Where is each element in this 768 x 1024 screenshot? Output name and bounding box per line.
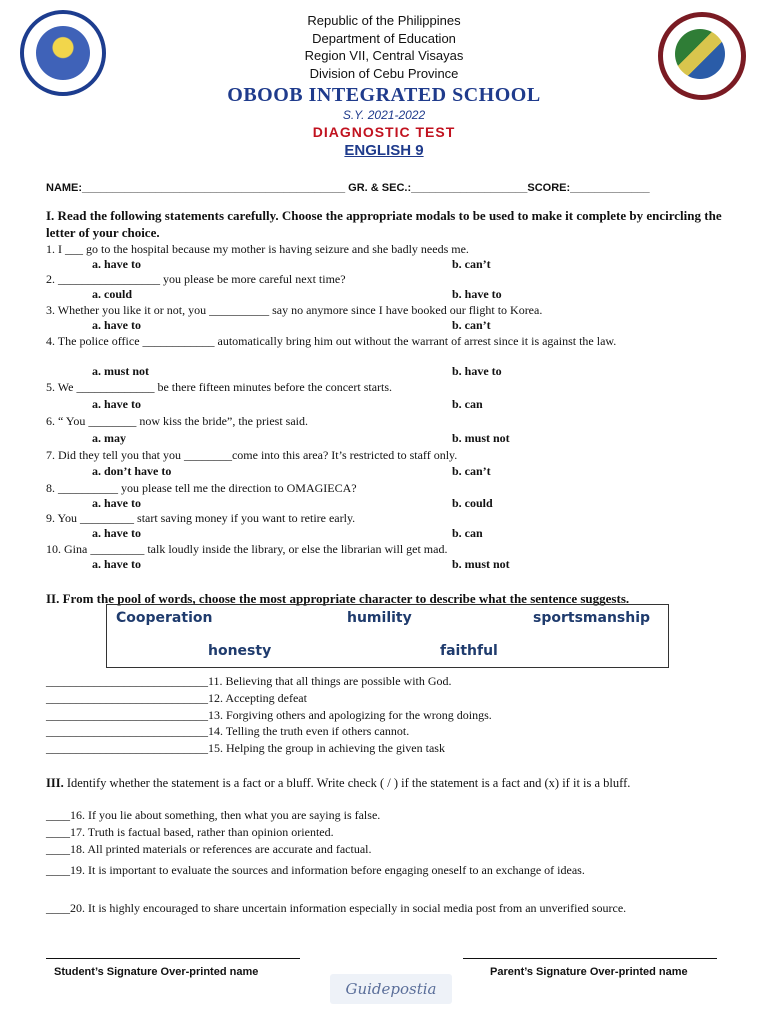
choice-4a[interactable]: a. must not xyxy=(92,364,150,378)
item-18: ____18. All printed materials or references are accurate and factual. xyxy=(46,842,372,856)
choice-1a[interactable]: a. have to xyxy=(92,257,141,271)
header-line: Republic of the Philippines xyxy=(307,13,461,28)
item-16: ____16. If you lie about something, then what you are saying is false. xyxy=(46,808,381,822)
item-14: ___________________________14. Telling the truth even if others cannot. xyxy=(46,724,410,738)
question-5: 5. We _____________ be there fifteen minutes before the concert starts. xyxy=(46,380,393,394)
question-1: 1. I ___ go to the hospital because my mother is having seizure and she badly needs me. xyxy=(46,242,469,256)
school-name: OBOOB INTEGRATED SCHOOL xyxy=(227,84,541,106)
student-signature-line xyxy=(46,958,300,959)
question-6: 6. “ You ________ now kiss the bride”, the priest said. xyxy=(46,414,308,428)
test-title: DIAGNOSTIC TEST xyxy=(312,124,456,140)
item-11: ___________________________11. Believing that all things are possible with God. xyxy=(46,674,452,688)
item-17: ____17. Truth is factual based, rather than opinion oriented. xyxy=(46,825,334,839)
choice-8a[interactable]: a. have to xyxy=(92,496,141,510)
item-12: ___________________________12. Accepting defeat xyxy=(46,691,307,705)
choice-2b[interactable]: b. have to xyxy=(452,287,502,301)
student-signature-label: Student’s Signature Over-printed name xyxy=(54,966,259,978)
choice-5a[interactable]: a. have to xyxy=(92,397,141,411)
part3-label: III. xyxy=(46,776,64,790)
question-3: 3. Whether you like it or not, you __________ say no anymore since I have booked our flight to Korea. xyxy=(46,303,543,317)
choice-10b[interactable]: b. must not xyxy=(452,557,510,571)
choice-7b[interactable]: b. can’t xyxy=(452,464,491,478)
choice-4b[interactable]: b. have to xyxy=(452,364,502,378)
parent-signature-line xyxy=(463,958,717,959)
choice-3a[interactable]: a. have to xyxy=(92,318,141,332)
choice-10a[interactable]: a. have to xyxy=(92,557,141,571)
question-7: 7. Did they tell you that you ________come into this area? It’s restricted to staff only. xyxy=(46,448,458,462)
choice-6a[interactable]: a. may xyxy=(92,431,126,445)
word-cooperation: Cooperation xyxy=(116,610,216,626)
word-honesty: honesty xyxy=(208,643,272,659)
word-sportsmanship: sportsmanship xyxy=(533,610,651,626)
choice-3b[interactable]: b. can’t xyxy=(452,318,491,332)
subject-title: ENGLISH 9 xyxy=(344,142,424,159)
choice-2a[interactable]: a. could xyxy=(92,287,133,301)
choice-6b[interactable]: b. must not xyxy=(452,431,510,445)
choice-5b[interactable]: b. can xyxy=(452,397,483,411)
header-line: Department of Education xyxy=(312,31,456,46)
header-line: Division of Cebu Province xyxy=(309,66,459,81)
item-19: ____19. It is important to evaluate the sources and information before engaging oneself to an exchange of ideas. xyxy=(46,863,585,877)
choice-1b[interactable]: b. can’t xyxy=(452,257,491,271)
watermark: Guidepostia xyxy=(330,974,452,1004)
question-8: 8. __________ you please tell me the direction to OMAGIECA? xyxy=(46,481,357,495)
question-4: 4. The police office ____________ automatically bring him out without the warrant of arrest since it is against the law. xyxy=(46,334,617,348)
choice-7a[interactable]: a. don’t have to xyxy=(92,464,172,478)
question-9: 9. You _________ start saving money if you want to retire early. xyxy=(46,511,356,525)
item-15: ___________________________15. Helping the group in achieving the given task xyxy=(46,741,445,755)
part2-instruction: II. From the pool of words, choose the most appropriate character to describe what the sentence suggests. xyxy=(46,591,630,606)
choice-8b[interactable]: b. could xyxy=(452,496,493,510)
name-grade-score-line: NAME:___________________________________________ GR. & SEC.:___________________SCORE:_____________ xyxy=(46,182,650,194)
item-20: ____20. It is highly encouraged to share uncertain information especially in social media post from an unverified source. xyxy=(46,901,627,915)
part1-instruction: I. Read the following statements carefully. Choose the appropriate modals to be used to make it complete by encircling the letter of your choice. xyxy=(46,208,722,240)
question-10: 10. Gina _________ talk loudly inside the library, or else the librarian will get mad. xyxy=(46,542,448,556)
word-faithful: faithful xyxy=(440,643,498,659)
part3-instruction xyxy=(46,775,722,791)
question-2: 2. _________________ you please be more careful next time? xyxy=(46,272,346,286)
item-13: ___________________________13. Forgiving others and apologizing for the wrong doings. xyxy=(46,708,492,722)
word-humility: humility xyxy=(347,610,412,626)
part3-text: Identify whether the statement is a fact or a bluff. Write check ( / ) if the statement is a fact and (x) if it is a bluff. xyxy=(63,776,631,790)
choice-9b[interactable]: b. can xyxy=(452,526,483,540)
parent-signature-label: Parent’s Signature Over-printed name xyxy=(490,966,688,978)
header-line: Region VII, Central Visayas xyxy=(304,48,464,63)
choice-9a[interactable]: a. have to xyxy=(92,526,141,540)
school-year: S.Y. 2021-2022 xyxy=(342,108,426,122)
